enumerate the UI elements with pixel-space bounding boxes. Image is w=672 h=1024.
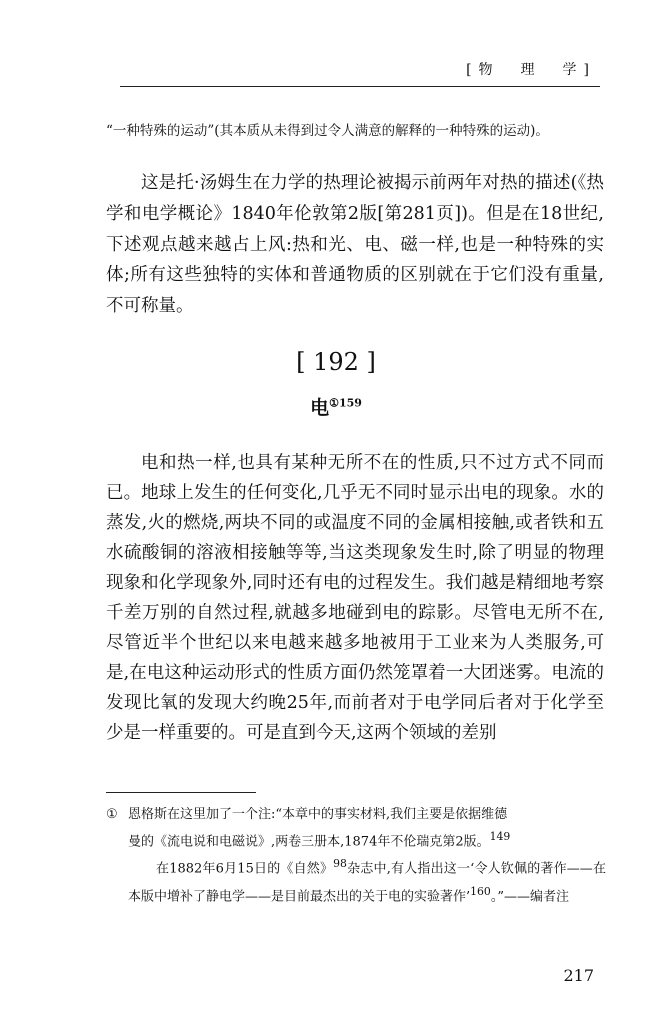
quote-line: “一种特殊的运动”(其本质从未得到过令人满意的解释的一种特殊的运动)。 (106, 123, 549, 139)
footnote-text-4: 。”——编者注 (490, 888, 569, 904)
footnote-rule (106, 792, 256, 793)
footnote-text-1: 恩格斯在这里加了一个注:“本章中的事实材料,我们主要是依据维德 (128, 807, 508, 822)
footnote-text-2: 曼的《流电说和电磁说》,两卷三册本,1874年不伦瑞克第2版。 (128, 834, 490, 850)
header-rule (120, 86, 600, 87)
footnote-ref-98: 98 (333, 857, 347, 871)
section-number: [ 192 ] (296, 348, 376, 376)
footnote-ref-160: 160 (470, 884, 491, 898)
section-title (0, 393, 672, 420)
footnote-line-3 (106, 853, 606, 908)
section-title-note-ref: ①159 (329, 396, 362, 410)
footnote (106, 804, 606, 908)
page-number: 217 (563, 966, 594, 985)
footnote-text-3a: 在1882年6月15日的《自然》 (156, 861, 334, 877)
body-paragraph-1: 这是托·汤姆生在力学的热理论被揭示前两年对热的描述(《热学和电学概论》1840年伦敦第2版[第281页])。但是在18世纪,下述观点越来越占上风:热和光、电、磁一样,也是一种特殊的实体;所有这些独特的实体和普通物质的区别就在于它们没有重量,不可称量。 (106, 173, 604, 317)
footnote-marker: ① (106, 807, 118, 822)
footnote-line-1 (106, 804, 606, 826)
footnote-text-3b: 杂志中,有人指出这一‘令人钦佩的著作——在本版中增补了静电学——是目前最杰出的关于电的实验著作’ (128, 861, 606, 904)
running-header: [物 理 学] (466, 62, 596, 78)
footnote-ref-149: 149 (489, 830, 511, 843)
section-title-text: 电 (310, 397, 330, 419)
body-paragraph-2: 电和热一样,也具有某种无所不在的性质,只不过方式不同而已。地球上发生的任何变化,几乎无不同时显示出电的现象。水的蒸发,火的燃烧,两块不同的或温度不同的金属相接触,或者铁和五水硫酸铜的溶液相接触等等,当这类现象发生时,除了明显的物理现象和化学现象外,同时还有电的过程发生。我们越是精细地考察千差万别的自然过程,就越多地碰到电的踪影。尽管电无所不在,尽管近半个世纪以来电越来越多地被用于工业来为人类服务,可是,在电这种运动形式的性质方面仍然笼罩着一大团迷雾。电流的发现比氧的发现大约晚25年,而前者对于电学同后者对于化学至少是一样重要的。可是直到今天,这两个领域的差别 (106, 453, 604, 743)
footnote-line-2 (106, 826, 606, 853)
